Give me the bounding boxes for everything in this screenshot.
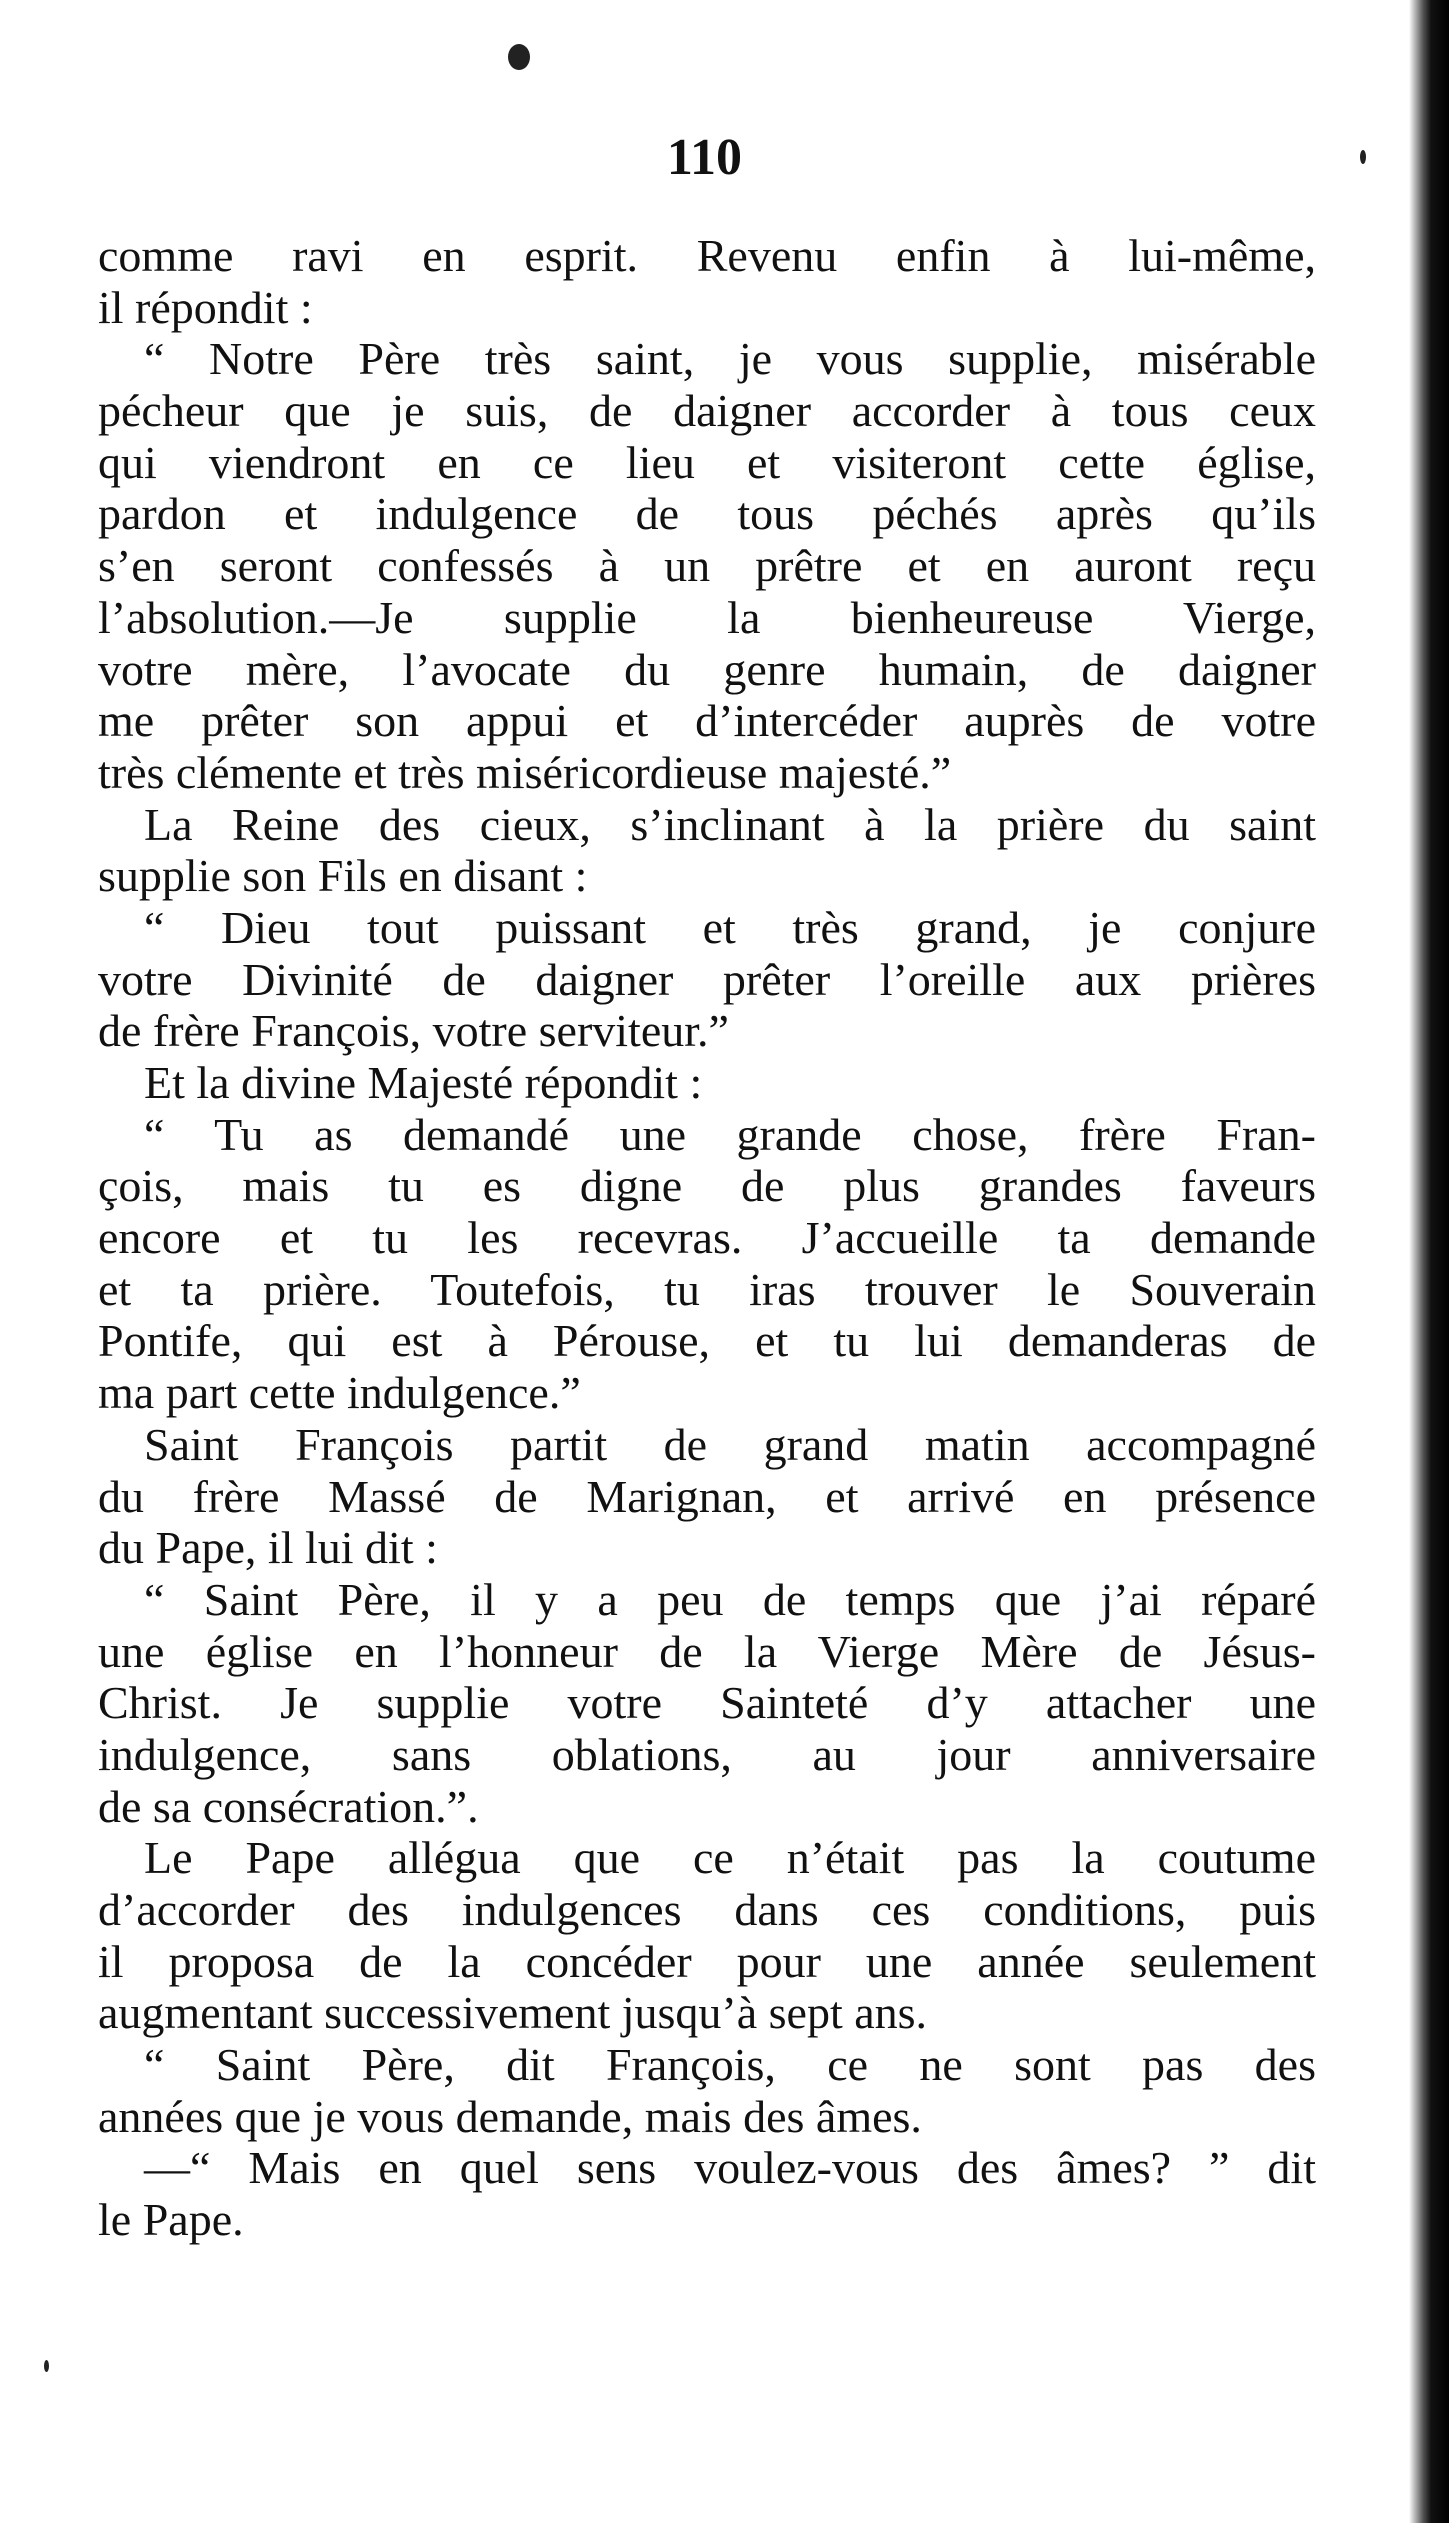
text-line: du Pape, il lui dit : <box>98 1522 438 1574</box>
page-number: 110 <box>666 129 743 186</box>
text-line: çois, mais tu es digne de plus grandes faveurs <box>98 1160 1316 1212</box>
text-line: —“ Mais en quel sens voulez-vous des âmes? ” dit <box>144 2142 1316 2194</box>
text-line: du frère Massé de Marignan, et arrivé en présence <box>98 1470 1316 1522</box>
text-line: Saint François partit de grand matin accompagné <box>144 1418 1316 1470</box>
text-line: comme ravi en esprit. Revenu enfin à lui-même, <box>98 230 1316 281</box>
text-line: pécheur que je suis, de daigner accorder à tous ceux <box>98 385 1316 437</box>
text-line: il répondit : <box>98 281 313 333</box>
text-line: “ Saint Père, il y a peu de temps que j’ai réparé <box>144 1573 1316 1625</box>
text-line: et ta prière. Toutefois, tu iras trouver le Souverain <box>98 1263 1316 1315</box>
text-line: très clémente et très miséricordieuse majesté.” <box>98 746 952 798</box>
scan-edge-shadow <box>1409 0 1449 2523</box>
text-line: années que je vous demande, mais des âmes. <box>98 2090 922 2142</box>
text-line: de frère François, votre serviteur.” <box>98 1005 729 1057</box>
text-line: “ Notre Père très saint, je vous supplie, misérable <box>144 333 1316 385</box>
text-line: il proposa de la concéder pour une année seulement <box>98 1935 1316 1987</box>
page-text <box>98 230 1316 2246</box>
text-line: l’absolution.—Je supplie la bienheureuse Vierge, <box>98 591 1316 643</box>
text-line: augmentant successivement jusqu’à sept ans. <box>98 1987 928 2039</box>
text-line: Le Pape allégua que ce n’était pas la coutume <box>144 1832 1316 1884</box>
text-line: “ Dieu tout puissant et très grand, je conjure <box>144 901 1316 953</box>
text-line: encore et tu les recevras. J’accueille ta demande <box>98 1212 1316 1264</box>
text-line: une église en l’honneur de la Vierge Mère de Jésus- <box>98 1625 1316 1677</box>
text-line: indulgence, sans oblations, au jour anniversaire <box>98 1728 1316 1780</box>
text-line: pardon et indulgence de tous péchés après qu’ils <box>98 488 1316 540</box>
text-line: votre mère, l’avocate du genre humain, de daigner <box>98 643 1316 695</box>
text-line: supplie son Fils en disant : <box>98 850 588 902</box>
text-line: de sa consécration.”. <box>98 1780 479 1832</box>
text-line: s’en seront confessés à un prêtre et en auront reçu <box>98 540 1316 592</box>
text-line: “ Saint Père, dit François, ce ne sont pas des <box>144 2039 1316 2091</box>
text-line: Christ. Je supplie votre Sainteté d’y attacher une <box>98 1677 1316 1729</box>
text-line: Et la divine Majesté répondit : <box>144 1057 703 1108</box>
text-line: d’accorder des indulgences dans ces conditions, puis <box>98 1884 1316 1935</box>
text-line: ma part cette indulgence.” <box>98 1367 581 1419</box>
text-line: le Pape. <box>98 2194 244 2246</box>
text-line: votre Divinité de daigner prêter l’oreille aux prières <box>98 953 1316 1005</box>
ink-speck <box>44 2360 49 2372</box>
text-line: me prêter son appui et d’intercéder auprès de votre <box>98 695 1316 747</box>
ink-speck <box>508 44 530 70</box>
text-line: qui viendront en ce lieu et visiteront cette église, <box>98 436 1316 488</box>
text-line: Pontife, qui est à Pérouse, et tu lui demanderas de <box>98 1315 1316 1367</box>
text-line: “ Tu as demandé une grande chose, frère Fran- <box>144 1108 1316 1160</box>
text-line: La Reine des cieux, s’inclinant à la prière du saint <box>144 798 1316 850</box>
